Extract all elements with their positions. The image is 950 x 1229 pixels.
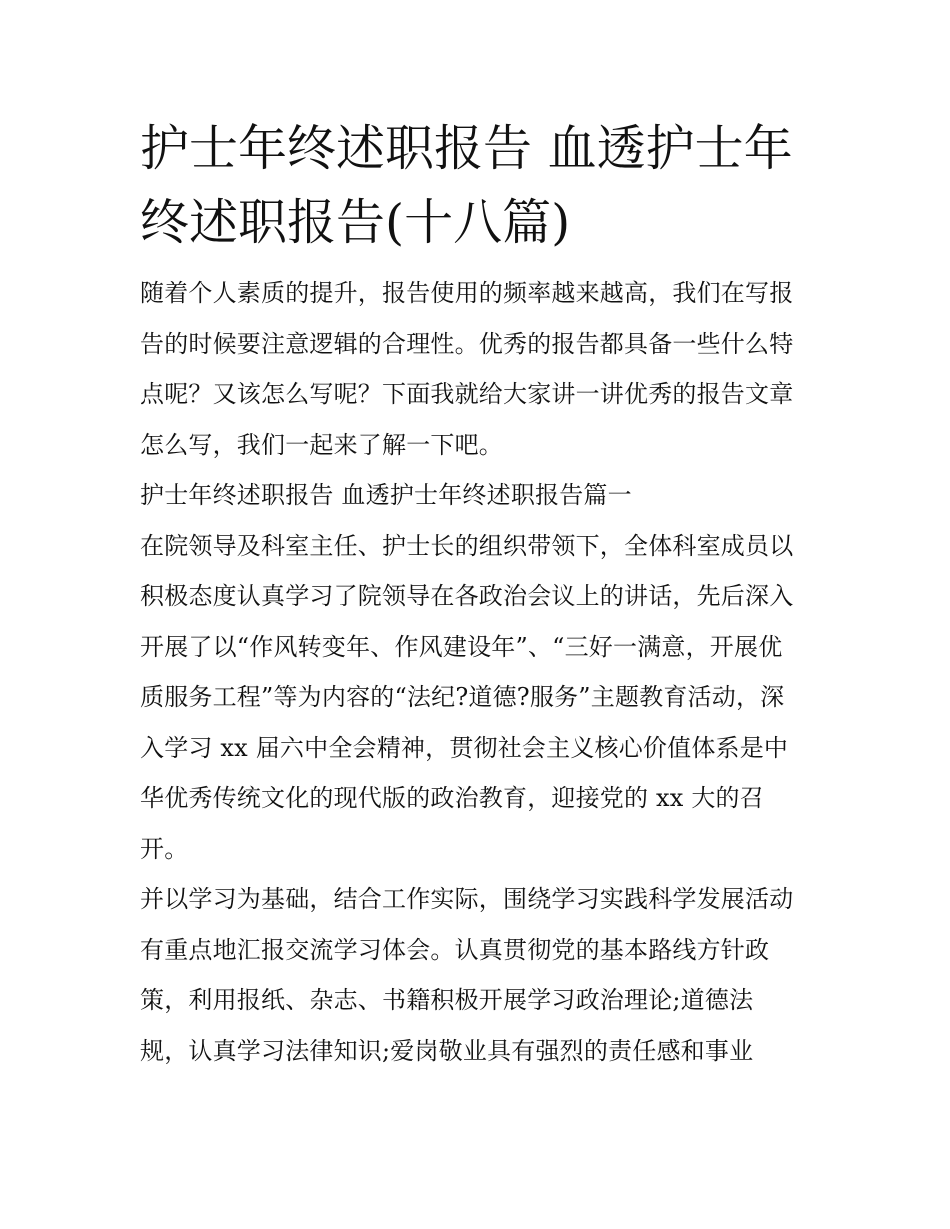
paragraph-line: 点呢？又该怎么写呢？下面我就给大家讲一讲优秀的报告文章 (140, 380, 794, 408)
document-title (140, 112, 820, 260)
paragraph-line: 并以学习为基础，结合工作实际，围绕学习实践科学发展活动 (140, 885, 794, 913)
paragraph-line: 质服务工程”等为内容的“法纪?道德?服务”主题教育活动，深 (140, 683, 785, 711)
paragraph-line: 有重点地汇报交流学习体会。认真贯彻党的基本路线方针政 (140, 935, 770, 964)
paragraph-line: 告的时候要注意逻辑的合理性。优秀的报告都具备一些什么特 (140, 329, 794, 358)
title-line: 终述职报告(十八篇) (140, 194, 571, 251)
paragraph-line: 策，利用报纸、杂志、书籍积极开展学习政治理论;道德法 (140, 986, 754, 1014)
paragraph-line: 开。 (140, 834, 189, 863)
paragraph-line: 入学习 xx 届六中全会精神，贯彻社会主义核心价值体系是中 (140, 733, 789, 762)
document-body (140, 268, 820, 1076)
title-line: 护士年终述职报告 血透护士年 (140, 120, 793, 177)
paragraph-line: 规，认真学习法律知识;爱岗敬业具有强烈的责任感和事业 (140, 1036, 754, 1065)
paragraph-line: 怎么写，我们一起来了解一下吧。 (140, 430, 503, 459)
paragraph-line: 积极态度认真学习了院领导在各政治会议上的讲话，先后深入 (140, 582, 794, 610)
paragraph-line: 在院领导及科室主任、护士长的组织带领下，全体科室成员以 (140, 531, 794, 560)
section-heading: 护士年终述职报告 血透护士年终述职报告篇一 (140, 481, 632, 509)
paragraph-line: 开展了以“作风转变年、作风建设年”、“三好一满意，开展优 (140, 632, 783, 661)
paragraph-line: 华优秀传统文化的现代版的政治教育，迎接党的 xx 大的召 (140, 784, 764, 812)
document-content (140, 112, 820, 1076)
paragraph-line: 随着个人素质的提升，报告使用的频率越来越高，我们在写报 (140, 279, 794, 307)
